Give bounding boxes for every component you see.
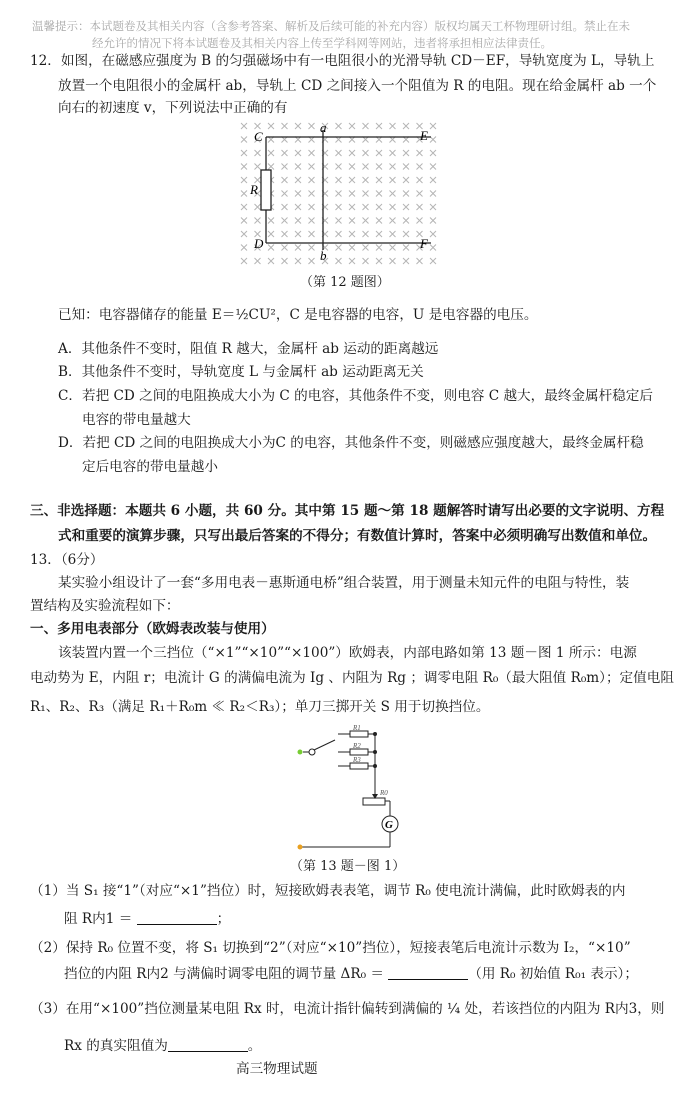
answer-label: 阻 R内1 ＝ — [64, 911, 133, 927]
q12-known: 已知：电容器储存的能量 E＝½CU²，C 是电容器的电容，U 是电容器的电压。 — [58, 307, 538, 323]
field-cross-icon — [268, 218, 274, 224]
field-cross-icon — [363, 123, 369, 129]
field-cross-icon — [282, 245, 288, 251]
q12-stem: 放置一个电阻很小的金属杆 ab，导轨上 CD 之间接入一个阻值为 R 的电阻。现在给金属杆 ab 一个 — [58, 78, 657, 94]
field-cross-icon — [336, 150, 342, 156]
field-cross-icon — [295, 258, 301, 264]
q13-sub3: （3）在用“×100”挡位测量某电阻 Rx 时，电流计指针偏转到满偏的 ¼ 处，若该挡位的内阻为 R内3，则 — [30, 1001, 665, 1017]
field-cross-icon — [430, 204, 436, 210]
field-cross-icon — [309, 123, 315, 129]
field-cross-icon — [295, 204, 301, 210]
field-cross-icon — [376, 218, 382, 224]
field-cross-icon — [349, 231, 355, 237]
field-cross-icon — [349, 204, 355, 210]
field-cross-icon — [336, 204, 342, 210]
field-cross-icon — [417, 204, 423, 210]
field-cross-icon — [403, 164, 409, 170]
punct: ； — [216, 911, 231, 927]
option-b: B．其他条件不变时，导轨宽度 L 与金属杆 ab 运动距离无关 — [58, 364, 424, 380]
q13-circuit — [280, 720, 420, 860]
option-d-cont: 定后电容的带电量越小 — [82, 459, 218, 475]
q13-intro: 某实验小组设计了一套“多用电表－惠斯通电桥”组合装置，用于测量未知元件的电阻与特性，装 — [58, 575, 630, 591]
field-cross-icon — [241, 177, 247, 183]
field-cross-icon — [363, 177, 369, 183]
label-D: D — [254, 236, 264, 251]
field-cross-icon — [363, 164, 369, 170]
field-cross-icon — [309, 164, 315, 170]
field-cross-icon — [309, 150, 315, 156]
field-cross-icon — [282, 204, 288, 210]
label-F: F — [420, 236, 428, 251]
field-cross-icon — [363, 204, 369, 210]
field-cross-icon — [309, 231, 315, 237]
terminal-icon — [298, 845, 303, 850]
field-cross-icon — [363, 218, 369, 224]
section-3-heading: 式和重要的演算步骤，只写出最后答案的不得分；有数值计算时，答案中必须明确写出数值和单位。 — [58, 528, 657, 544]
field-cross-icon — [376, 164, 382, 170]
q13-sub2-answer — [64, 965, 638, 983]
option-c-cont: 电容的带电量越大 — [82, 412, 191, 428]
field-cross-icon — [268, 245, 274, 251]
field-cross-icon — [241, 150, 247, 156]
q13-desc: R₁、R₂、R₃（满足 R₁＋R₀m ≪ R₂＜R₃）；单刀三掷开关 S 用于切换挡位。 — [30, 699, 490, 715]
q13-intro: 置结构及实验流程如下： — [30, 598, 180, 614]
copyright-notice: 温馨提示：本试题卷及其相关内容（含参考答案、解析及后续可能的补充内容）版权均属天工杯物理研讨组。禁止在未 — [32, 19, 630, 33]
field-cross-icon — [295, 245, 301, 251]
terminal-icon — [298, 750, 303, 755]
label-r1: R1 — [353, 724, 361, 732]
field-cross-icon — [282, 123, 288, 129]
field-cross-icon — [336, 177, 342, 183]
field-cross-icon — [309, 218, 315, 224]
field-cross-icon — [349, 258, 355, 264]
label-a: a — [320, 120, 327, 135]
section-3-heading: 三、非选择题：本题共 6 小题，共 60 分。其中第 15 题～第 18 题解答时请写出必要的文字说明、方程 — [30, 503, 665, 519]
galvanometer-label: G — [385, 819, 393, 831]
field-cross-icon — [390, 164, 396, 170]
field-cross-icon — [295, 123, 301, 129]
field-cross-icon — [376, 123, 382, 129]
field-cross-icon — [295, 164, 301, 170]
field-cross-icon — [282, 258, 288, 264]
field-cross-icon — [268, 258, 274, 264]
q13-sub3-answer — [64, 1037, 261, 1055]
field-cross-icon — [376, 258, 382, 264]
field-cross-icon — [376, 204, 382, 210]
field-cross-icon — [255, 218, 261, 224]
field-cross-icon — [376, 191, 382, 197]
answer-label: 挡位的内阻 R内2 与满偏时调零电阻的调节量 ΔR₀ ＝ — [64, 966, 384, 982]
field-cross-icon — [282, 150, 288, 156]
option-d: D．若把 CD 之间的电阻换成大小为C 的电容，其他条件不变，则磁感应强度越大，最终金属杆稳 — [58, 435, 644, 451]
field-cross-icon — [403, 191, 409, 197]
field-cross-icon — [241, 204, 247, 210]
field-cross-icon — [390, 150, 396, 156]
q13-figure-caption: （第 13 题－图 1） — [290, 859, 406, 874]
field-cross-icon — [403, 123, 409, 129]
field-cross-icon — [417, 191, 423, 197]
field-cross-icon — [282, 191, 288, 197]
q13-sub1: （1）当 S₁ 接“1”（对应“×1”挡位）时，短接欧姆表表笔，调节 R₀ 使电流计满偏，此时欧姆表的内 — [30, 883, 626, 899]
field-cross-icon — [309, 204, 315, 210]
label-r0: R0 — [380, 789, 388, 797]
field-cross-icon — [390, 191, 396, 197]
field-cross-icon — [430, 177, 436, 183]
field-cross-icon — [363, 150, 369, 156]
copyright-notice: 经允许的情况下将本试题卷及其相关内容上传至学科网等网站，违者将承担相应法律责任。 — [92, 36, 552, 50]
q12-stem: 向右的初速度 v，下列说法中正确的有 — [58, 100, 288, 116]
field-cross-icon — [336, 258, 342, 264]
field-cross-icon — [430, 150, 436, 156]
field-cross-icon — [390, 245, 396, 251]
label-C: C — [254, 129, 263, 144]
field-cross-icon — [349, 218, 355, 224]
field-cross-icon — [309, 191, 315, 197]
field-cross-icon — [268, 164, 274, 170]
field-cross-icon — [241, 231, 247, 237]
field-cross-icon — [430, 258, 436, 264]
field-cross-icon — [255, 164, 261, 170]
field-cross-icon — [430, 245, 436, 251]
answer-blank[interactable] — [168, 1037, 248, 1052]
q12-figure-caption: （第 12 题图） — [300, 275, 390, 290]
q13-desc: 该装置内置一个三挡位（“×1”“×10”“×100”）欧姆表，内部电路如第 13 题－图 1 所示：电源 — [58, 645, 637, 661]
field-cross-icon — [403, 231, 409, 237]
field-cross-icon — [241, 123, 247, 129]
field-cross-icon — [390, 258, 396, 264]
field-cross-icon — [309, 258, 315, 264]
answer-label: Rx 的真实阻值为 — [64, 1038, 168, 1054]
q13-sub1-answer — [64, 910, 230, 928]
field-cross-icon — [417, 164, 423, 170]
field-cross-icon — [282, 177, 288, 183]
option-a: A．其他条件不变时，阻值 R 越大，金属杆 ab 运动的距离越远 — [58, 341, 439, 357]
field-cross-icon — [295, 231, 301, 237]
field-cross-icon — [417, 177, 423, 183]
field-cross-icon — [390, 204, 396, 210]
field-cross-icon — [336, 245, 342, 251]
q13-desc: 电动势为 E，内阻 r；电流计 G 的满偏电流为 Ig 、内阻为 Rg ；调零电阻 R₀（最大阻值 R₀m）；定值电阻 — [30, 670, 674, 686]
field-cross-icon — [430, 218, 436, 224]
field-cross-icon — [376, 150, 382, 156]
field-cross-icon — [403, 218, 409, 224]
field-cross-icon — [376, 231, 382, 237]
field-cross-icon — [241, 258, 247, 264]
field-cross-icon — [376, 177, 382, 183]
field-cross-icon — [241, 245, 247, 251]
field-cross-icon — [268, 231, 274, 237]
field-cross-icon — [417, 150, 423, 156]
field-cross-icon — [390, 218, 396, 224]
field-cross-icon — [417, 218, 423, 224]
field-cross-icon — [363, 258, 369, 264]
field-cross-icon — [282, 164, 288, 170]
field-cross-icon — [295, 177, 301, 183]
field-cross-icon — [295, 150, 301, 156]
field-cross-icon — [390, 123, 396, 129]
field-cross-icon — [376, 245, 382, 251]
label-R: R — [250, 182, 258, 197]
field-cross-icon — [241, 137, 247, 143]
field-cross-icon — [309, 245, 315, 251]
field-cross-icon — [430, 123, 436, 129]
field-cross-icon — [403, 258, 409, 264]
label-r3: R3 — [353, 756, 361, 764]
field-cross-icon — [282, 218, 288, 224]
q12-figure — [236, 118, 446, 268]
field-cross-icon — [430, 191, 436, 197]
field-cross-icon — [430, 231, 436, 237]
q13-head: 13．（6分） — [30, 552, 104, 568]
label-r2: R2 — [353, 742, 361, 750]
field-cross-icon — [403, 204, 409, 210]
field-cross-icon — [241, 164, 247, 170]
punct: 。 — [247, 1038, 262, 1054]
answer-hint: （用 R₀ 初始值 R₀₁ 表示）； — [468, 966, 638, 982]
field-cross-icon — [349, 150, 355, 156]
field-cross-icon — [268, 123, 274, 129]
field-cross-icon — [349, 245, 355, 251]
field-cross-icon — [255, 258, 261, 264]
field-cross-icon — [336, 231, 342, 237]
field-cross-icon — [282, 231, 288, 237]
q12-stem: 12．如图，在磁感应强度为 B 的匀强磁场中有一电阻很小的光滑导轨 CD－EF，导轨宽度为 L，导轨上 — [30, 53, 655, 69]
q13-sub2: （2）保持 R₀ 位置不变，将 S₁ 切换到“2”（对应“×10”挡位），短接表笔后电流计示数为 I₂，“×10” — [30, 940, 631, 956]
field-cross-icon — [336, 191, 342, 197]
field-cross-icon — [268, 150, 274, 156]
field-cross-icon — [349, 164, 355, 170]
field-cross-icon — [390, 231, 396, 237]
field-cross-icon — [363, 245, 369, 251]
q13-part1-heading: 一、多用电表部分（欧姆表改装与使用） — [30, 621, 275, 637]
answer-blank[interactable] — [388, 965, 468, 980]
field-cross-icon — [403, 245, 409, 251]
field-cross-icon — [349, 123, 355, 129]
field-cross-icon — [295, 191, 301, 197]
field-cross-icon — [295, 218, 301, 224]
field-cross-icon — [255, 204, 261, 210]
field-cross-icon — [349, 177, 355, 183]
field-cross-icon — [363, 231, 369, 237]
field-cross-icon — [336, 123, 342, 129]
label-E: E — [420, 128, 428, 143]
field-cross-icon — [241, 218, 247, 224]
field-cross-icon — [417, 258, 423, 264]
answer-blank[interactable] — [137, 910, 217, 925]
field-cross-icon — [255, 150, 261, 156]
field-cross-icon — [336, 218, 342, 224]
field-cross-icon — [241, 191, 247, 197]
field-cross-icon — [309, 177, 315, 183]
page-footer: 高三物理试题 — [236, 1061, 318, 1077]
field-cross-icon — [363, 191, 369, 197]
field-cross-icon — [403, 150, 409, 156]
field-cross-icon — [336, 164, 342, 170]
option-c: C．若把 CD 之间的电阻换成大小为 C 的电容，其他条件不变，则电容 C 越大，最终金属杆稳定后 — [58, 388, 653, 404]
label-b: b — [320, 248, 327, 263]
field-cross-icon — [349, 191, 355, 197]
field-cross-icon — [430, 164, 436, 170]
field-cross-icon — [390, 177, 396, 183]
field-cross-icon — [403, 177, 409, 183]
